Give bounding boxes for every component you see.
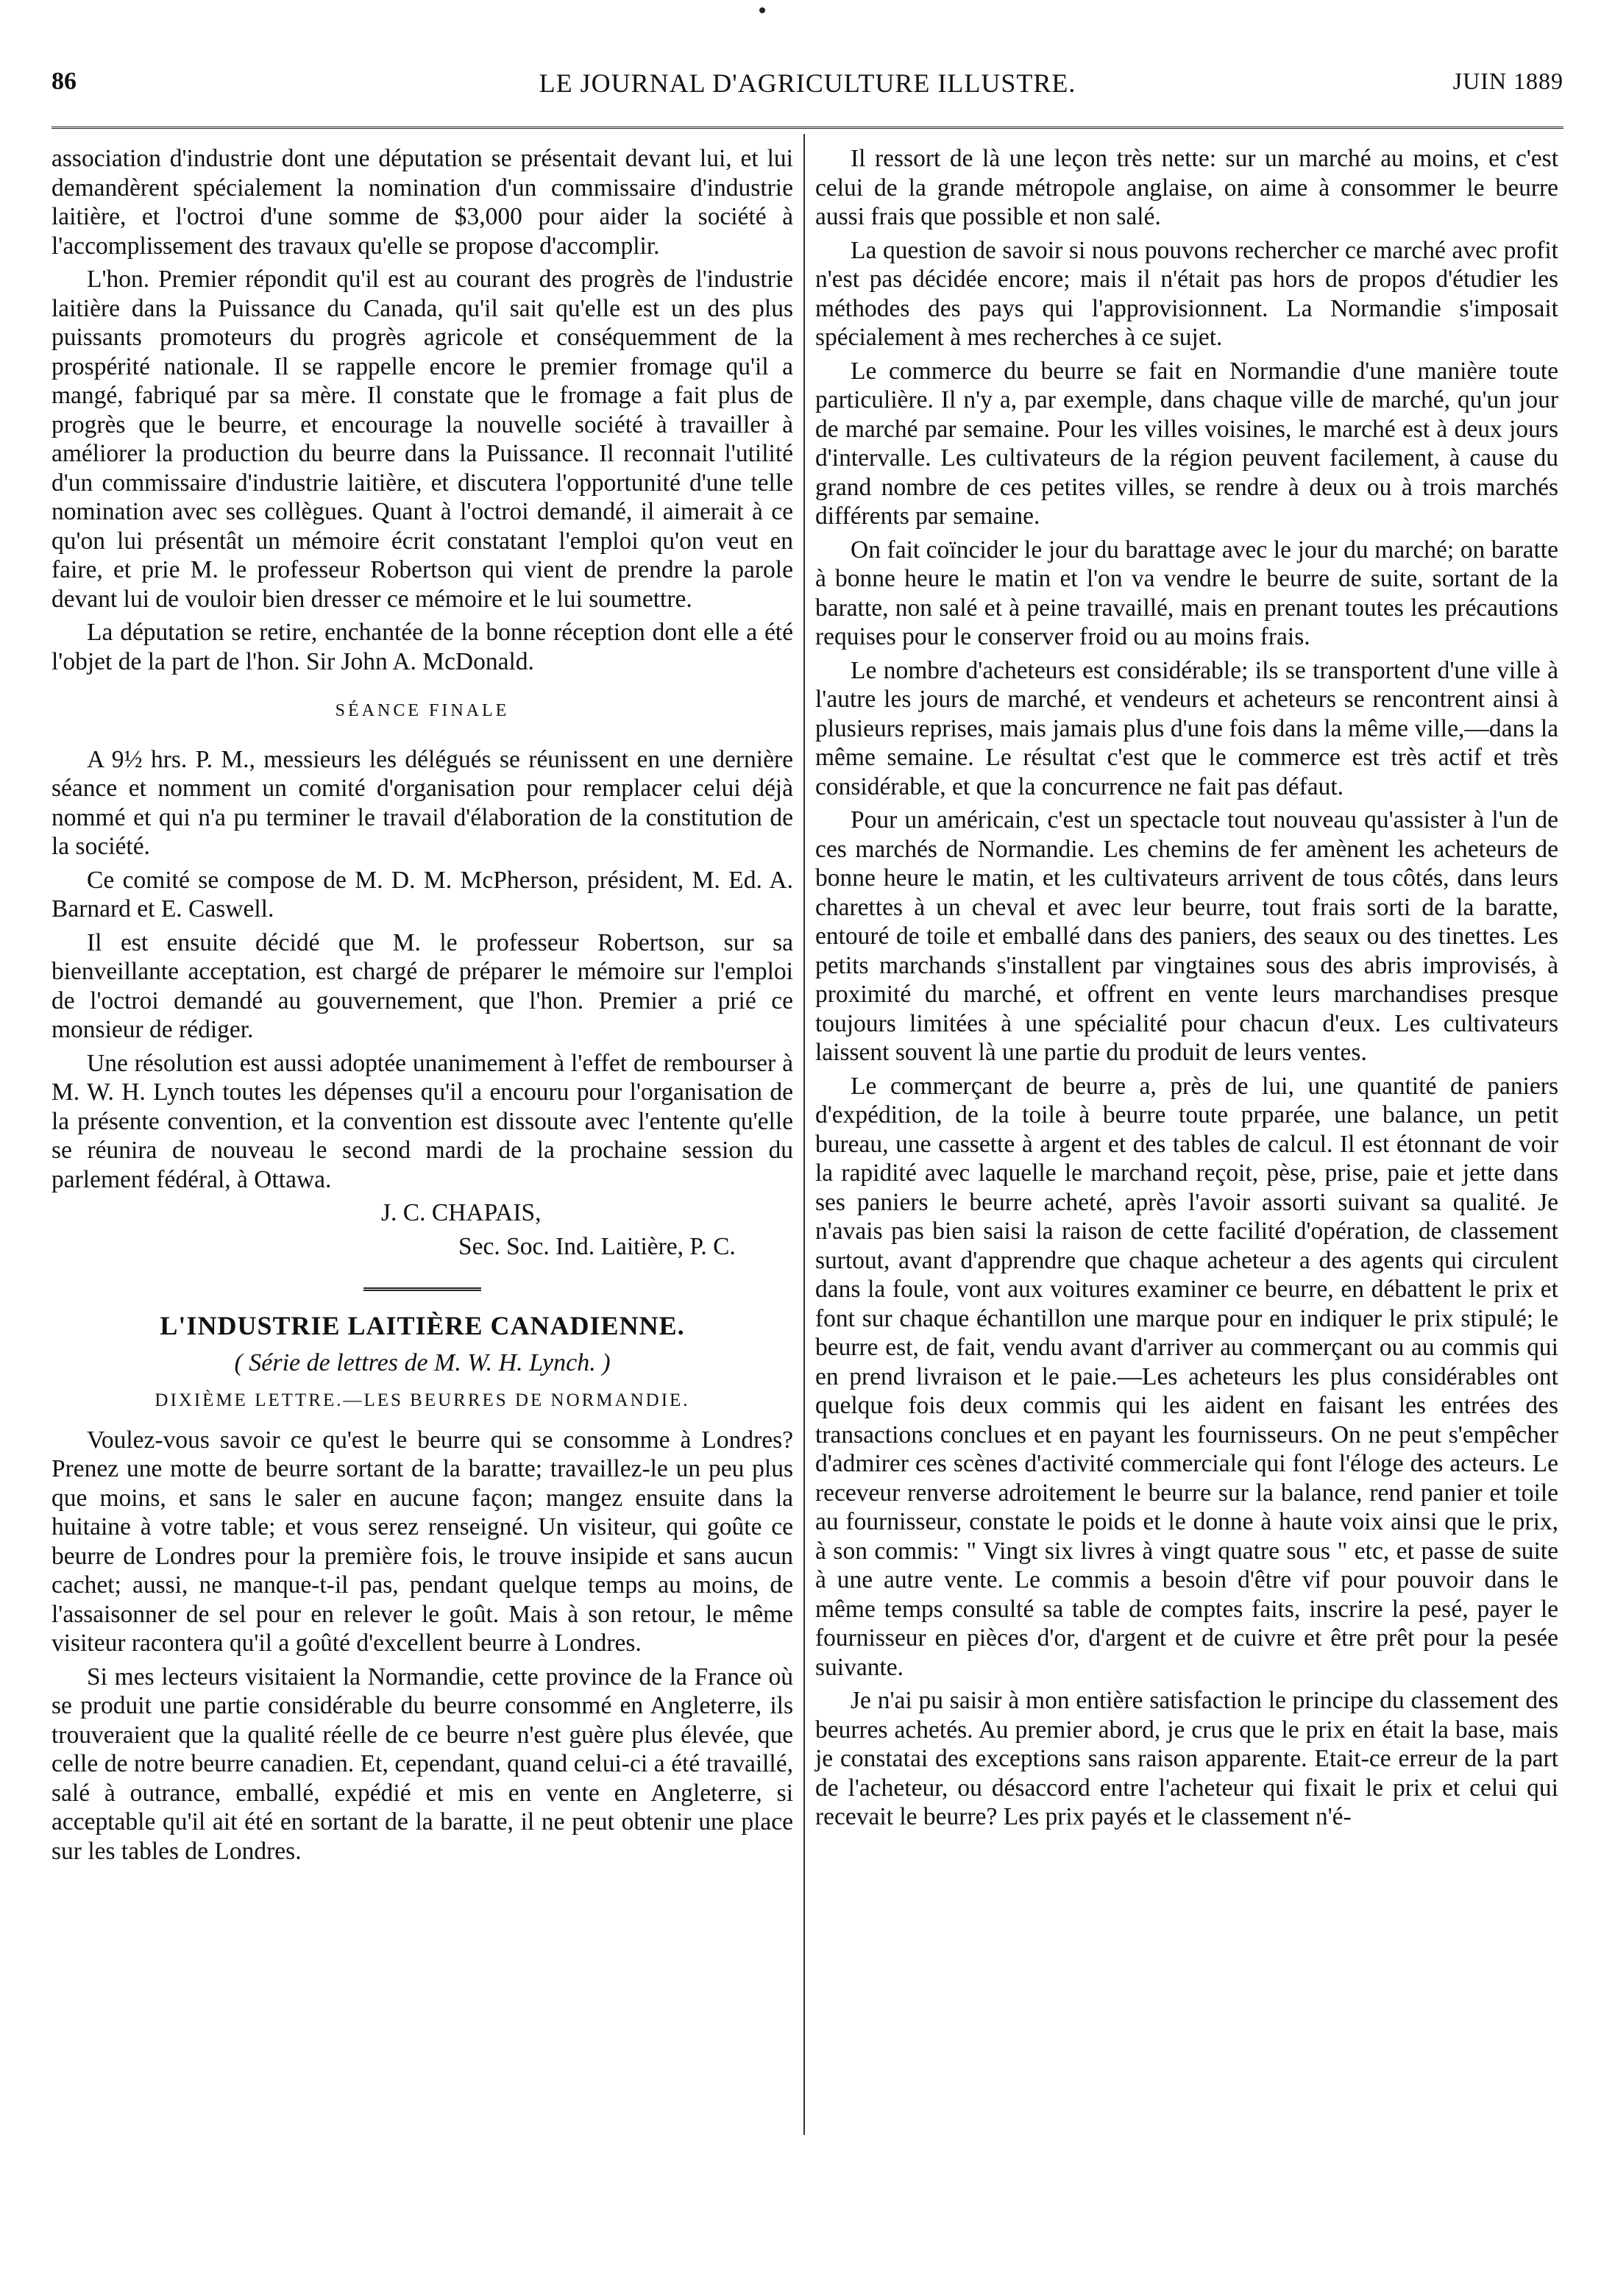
right-column	[815, 144, 1558, 1836]
paragraph: Le nombre d'acheteurs est considérable; ils se transportent d'une ville à l'autre les jours de marché, et vendeurs et acheteurs se rencontrent ainsi à plusieurs reprises, mais jamais plus d'une fois dans la même ville,—dans la même semaine. Le résultat c'est que le commerce est très actif et très considérable, et que la concurrence ne fait pas défaut.	[815, 656, 1558, 800]
paragraph: Le commerce du beurre se fait en Normandie d'une manière toute particulière. Il n'y a, par exemple, dans chaque ville de marché, qu'un jour de marché par semaine. Pour les villes voisines, le marché est à deux jours d'intervalle. Les cultivateurs de la région peuvent facilement, à cause du grand nombre de ces petites villes, se rendre à deux ou à trois marchés différents par semaine.	[815, 357, 1558, 530]
page-number: 86	[52, 68, 77, 95]
signature-title: Sec. Soc. Ind. Laitière, P. C.	[458, 1232, 736, 1260]
header-rule	[52, 127, 1563, 129]
page-header	[52, 68, 1563, 112]
column-divider	[803, 134, 805, 2135]
paragraph: L'hon. Premier répondit qu'il est au courant des progrès de l'industrie laitière dans la Puissance du Canada, qu'il sait qu'elle est un des plus puissants promoteurs du progrès agricole et conséquemment de la prospérité nationale. Il se rappelle encore le premier fromage qu'il a mangé, fabriqué par sa mère. Il constate que le fromage a fait plus de progrès que le beurre, et encourage la nouvelle société à travailler à améliorer la production du beurre dans la Puissance. Il reconnait l'utilité d'un commissaire d'industrie laitière, et discutera l'opportunité d'une telle nomination avec ses collègues. Quant à l'octroi demandé, il aimerait à ce qu'on lui présentât un mémoire écrit constatant l'emploi qu'on veut en faire, et prie M. le professeur Robertson qui vient de prendre la parole devant lui de vouloir bien dresser ce mémoire et le lui soumettre.	[52, 266, 793, 613]
paragraph: Ce comité se compose de M. D. M. McPherson, président, M. Ed. A. Barnard et E. Caswell.	[52, 866, 793, 923]
issue-date: JUIN 1889	[1452, 68, 1563, 94]
paragraph: association d'industrie dont une députation se présentait devant lui, et lui demandèrent spécialement la nomination d'un commissaire d'industrie laitière, et l'octroi d'une somme de $3,000 pour aider la société à l'accomplissement des travaux qu'elle se propose d'accomplir.	[52, 145, 793, 260]
article-title: L'INDUSTRIE LAITIÈRE CANADIENNE.	[160, 1311, 685, 1340]
paragraph: Pour un américain, c'est un spectacle tout nouveau qu'assister à l'un de ces marchés de Normandie. Les chemins de fer amènent les acheteurs de bonne heure le matin, et les cultivateurs arrivent de tous côtés, dans leurs charettes à un cheval et avec leur beurre, tout frais sorti de la baratte, entouré de toile et emballé dans des paniers, des seaux ou des tinettes. Les petits marchands s'installent par vingtaines sous des abris improvisés, à proximité du marché, et offrent en vente leurs marchandises presque toujours limitées à une spécialité pour chacun d'eux. Les cultivateurs laissent souvent là une partie du produit de leurs ventes.	[815, 806, 1558, 1066]
journal-title: LE JOURNAL D'AGRICULTURE ILLUSTRE.	[539, 68, 1076, 98]
paragraph: La question de savoir si nous pouvons rechercher ce marché avec profit n'est pas décidée encore; mais il n'était pas hors de propos d'étudier les méthodes des pays qui l'approvisionnent. La Normandie s'imposait spécialement à mes recherches à ce sujet.	[815, 236, 1558, 351]
section-separator	[363, 1287, 481, 1291]
paragraph: Je n'ai pu saisir à mon entière satisfaction le principe du classement des beurres achetés. Au premier abord, je crus que le prix en était la base, mais je constatai des exceptions sans raison apparente. Etait-ce erreur de la part de l'acheteur, ou désaccord entre l'acheteur qui fixait le prix et celui qui recevait le beurre? Les prix payés et le classement n'é-	[815, 1687, 1558, 1830]
paragraph: Le commerçant de beurre a, près de lui, une quantité de paniers d'expédition, de la toile à beurre toute prparée, une balance, un petit bureau, une cassette à argent et des tables de calcul. Il est étonnant de voir la rapidité avec laquelle le marchand reçoit, pèse, prise, paie et jette dans ses paniers le beurre acheté, après l'avoir assorti suivant sa qualité. Je n'avais pas bien saisi la raison de cette facilité d'opération, de classement surtout, avant d'apprendre que chaque acheteur a des agents qui circulent dans la foule, vont aux voitures examiner ce beurre, en débattent le prix et font sur chaque échantillon une marque pour en indiquer le prix stipulé; le beurre est, de fait, vendu avant d'arriver au commerçant ou au commis qui en prend livraison et le paie.—Les acheteurs les plus considérables ont quelque fois deux commis qui les aident en faisant les entrées des transactions conclues et en payant les fournisseurs. On ne peut s'empêcher d'admirer ces scènes d'activité commerciale qui font l'éloge des acteurs. Le receveur renverse adroitement le beurre sur la balance, rend panier et toile au fournisseur, constate le poids et le donne à haute voix ainsi que le prix, à son commis: " Vingt six livres à vingt quatre sous " etc, et passe de suite à une autre vente. Le commis a besoin d'être vif pour pouvoir dans le même temps consulté sa table de comptes faits, inscrire la pesé, payer le fournisseur en pièces d'or, d'argent et de cuivre et être prêt pour la pesée suivante.	[815, 1072, 1558, 1681]
paragraph: Voulez-vous savoir ce qu'est le beurre qui se consomme à Londres? Prenez une motte de beurre sortant de la baratte; travaillez-le un peu plus que moins, et sans le saler en aucune façon; mangez ensuite dans la huitaine à votre table; et vous serez renseigné. Un visiteur, qui goûte ce beurre de Londres pour la première fois, le trouve insipide et sans aucun cachet; aussi, ne manque-t-il pas, pendant quelque temps au moins, de l'assaisonner de sel pour en relever le goût. Mais à son retour, le même visiteur racontera qu'il a goûté d'excellent beurre à Londres.	[52, 1426, 793, 1657]
paragraph: Il est ensuite décidé que M. le professeur Robertson, sur sa bienveillante acceptation, est chargé de préparer le mémoire sur l'emploi de l'octroi demandé au gouvernement, que l'hon. Premier a prié ce monsieur de rédiger.	[52, 928, 793, 1043]
paragraph: On fait coïncider le jour du barattage avec le jour du marché; on baratte à bonne heure le matin et l'on va vendre le beurre de suite, sortant de la baratte, non salé et à peine travaillé, mais en prenant toutes les précautions requises pour le conserver froid ou au moins frais.	[815, 536, 1558, 650]
section-heading: SÉANCE FINALE	[335, 701, 510, 720]
paragraph: Une résolution est aussi adoptée unanimement à l'effet de rembourser à M. W. H. Lynch toutes les dépenses qu'il a encouru pour l'organisation de la présente convention, et la convention est dissoute avec l'entente qu'elle se réunira de nouveau le second mardi de la prochaine session du parlement fédéral, à Ottawa.	[52, 1049, 793, 1193]
letter-heading: DIXIÈME LETTRE.—LES BEURRES DE NORMANDIE.	[155, 1390, 690, 1410]
paragraph: La députation se retire, enchantée de la bonne réception dont elle a été l'objet de la part de l'hon. Sir John A. McDonald.	[52, 619, 793, 675]
paragraph: Il ressort de là une leçon très nette: sur un marché au moins, et c'est celui de la grande métropole anglaise, on aime à consommer le beurre aussi frais que possible et non salé.	[815, 145, 1558, 230]
ink-dot	[759, 7, 765, 13]
left-column	[52, 144, 793, 1870]
paragraph: A 9½ hrs. P. M., messieurs les délégués se réunissent en une dernière séance et nomment un comité d'organisation pour remplacer celui déjà nommé et qui n'a pu terminer le travail d'élaboration de la constitution de la société.	[52, 745, 793, 860]
paragraph: Si mes lecteurs visitaient la Normandie, cette province de la France où se produit une partie considérable du beurre consommé en Angleterre, ils trouveraient que la qualité réelle de ce beurre n'est guère plus élevée, que celle de notre beurre canadien. Et, cependant, quand celui-ci a été travaillé, salé à outrance, emballé, expédié et mis en vente en Angleterre, si acceptable qu'il ait été en sortant de la baratte, il ne peut obtenir une place sur les tables de Londres.	[52, 1663, 793, 1865]
signature-name: J. C. CHAPAIS,	[381, 1199, 542, 1226]
article-series: ( Série de lettres de M. W. H. Lynch. )	[234, 1348, 611, 1376]
